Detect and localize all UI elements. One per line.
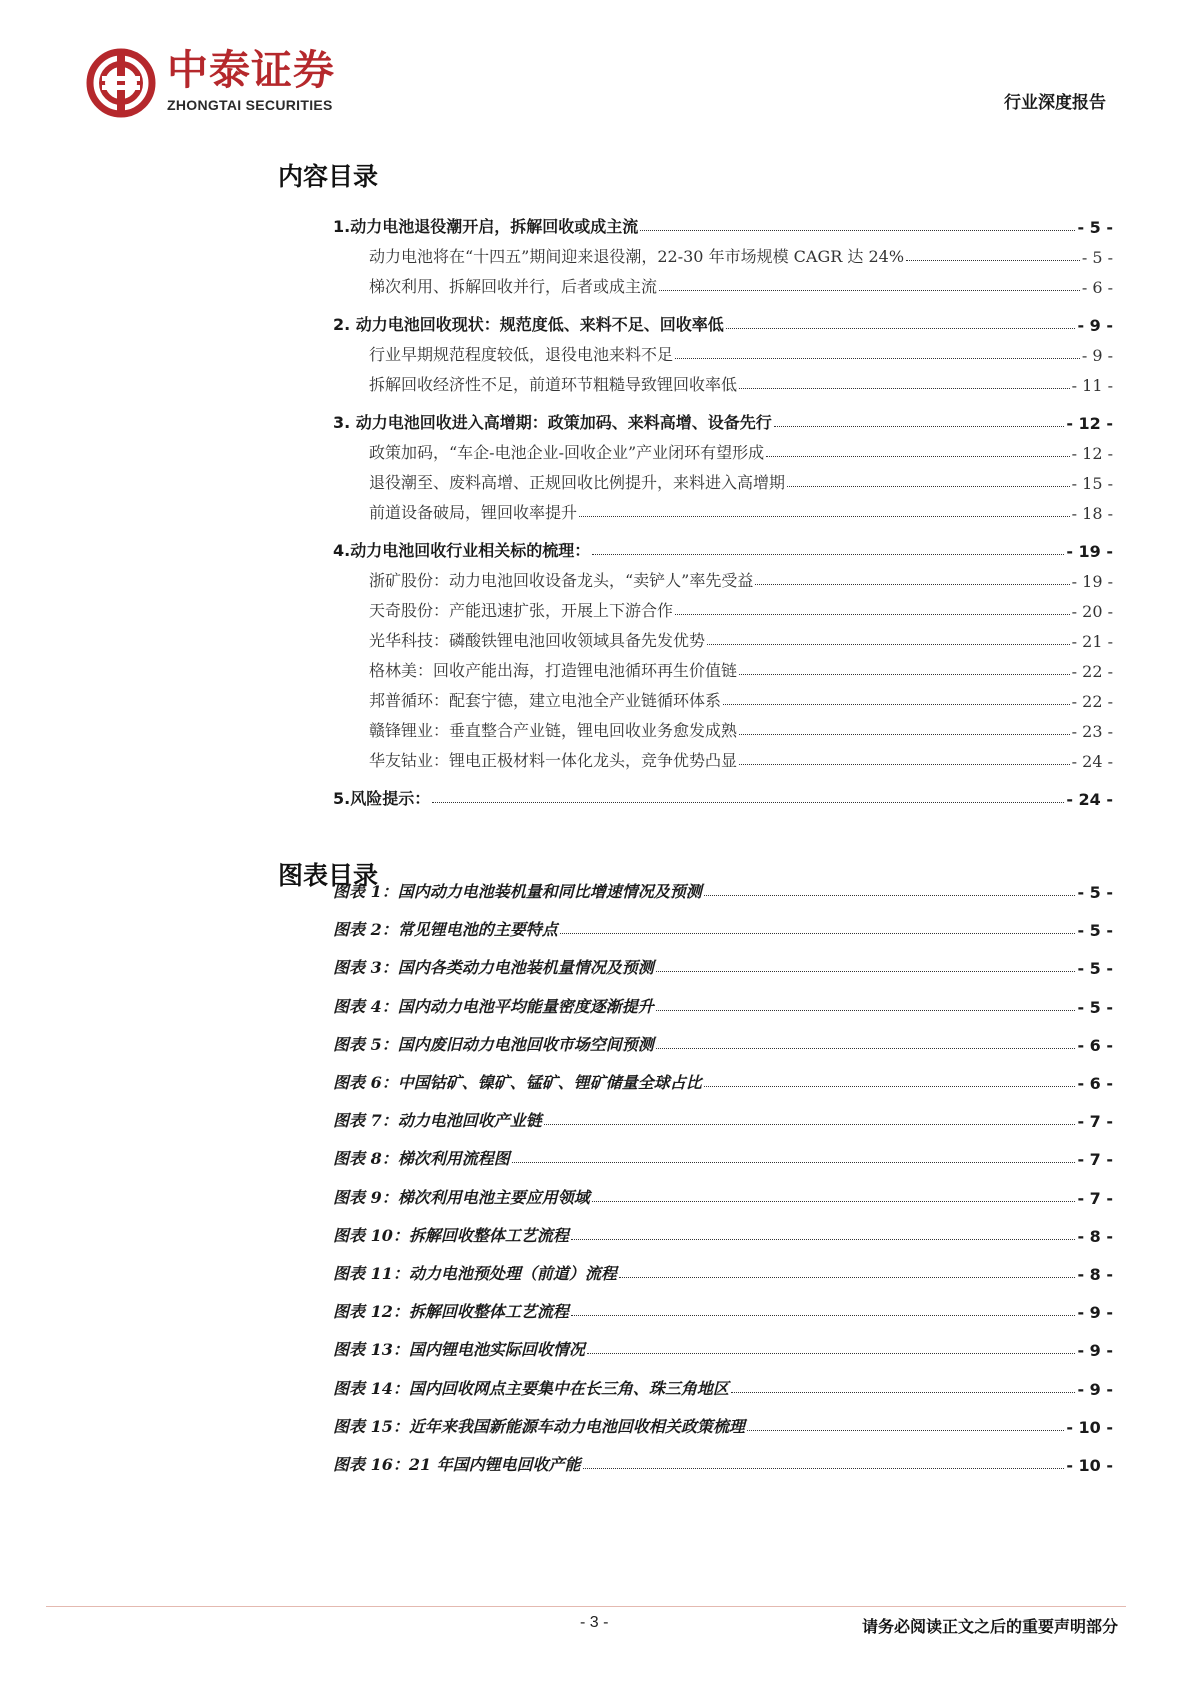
toc-dot-leader: [747, 1430, 1064, 1431]
toc-entry-page: - 6 -: [1077, 1035, 1113, 1055]
toc-entry[interactable]: [369, 565, 1113, 591]
toc-dot-leader: [432, 802, 1064, 803]
toc-entry[interactable]: [333, 876, 1113, 902]
toc-entry[interactable]: [333, 407, 1113, 433]
toc-entry-title: 图表 11：动力电池预处理（前道）流程: [333, 1264, 617, 1283]
toc-entry-page: - 5 -: [1077, 883, 1113, 902]
toc-dot-leader: [587, 1353, 1076, 1354]
toc-entry[interactable]: [333, 309, 1113, 335]
toc-dot-leader: [571, 1315, 1076, 1316]
toc-entry[interactable]: [333, 535, 1113, 561]
toc-dot-leader: [675, 358, 1080, 359]
toc-entry-title: 图表 14：国内回收网点主要集中在长三角、珠三角地区: [333, 1378, 729, 1398]
toc-entry[interactable]: [333, 1105, 1113, 1131]
toc-entry-page: - 7 -: [1077, 1188, 1113, 1208]
toc-entry[interactable]: [369, 369, 1113, 395]
toc-entry-title: 图表 3：国内各类动力电池装机量情况及预测: [333, 958, 654, 978]
toc-entry[interactable]: [333, 211, 1113, 237]
toc-entry-page: - 10 -: [1066, 1417, 1113, 1437]
toc-entry[interactable]: [333, 1143, 1113, 1169]
toc-entry-title: 华友钴业：锂电正极材料一体化龙头，竞争优势凸显: [369, 751, 738, 770]
toc-entry-page: - 9 -: [1077, 1341, 1113, 1361]
toc-entry-title: 图表 15：近年来我国新能源车动力电池回收相关政策梳理: [333, 1416, 745, 1436]
toc-entry-page: - 24 -: [1071, 752, 1113, 771]
toc-dot-leader: [560, 933, 1076, 934]
toc-entry[interactable]: [333, 1296, 1113, 1322]
toc-dot-leader: [512, 1162, 1076, 1163]
toc-entry[interactable]: [333, 1449, 1113, 1475]
toc-entry[interactable]: [333, 1220, 1113, 1246]
toc-entry-title: 5.风险提示：: [333, 789, 431, 808]
footer-divider: [46, 1606, 1126, 1607]
toc-dot-leader: [755, 584, 1069, 585]
page-header: [0, 0, 1190, 140]
toc-entry[interactable]: [369, 595, 1113, 621]
toc-entry-title: 行业早期规范程度较低，退役电池来料不足: [369, 345, 674, 364]
toc-entry-title: 图表 10：拆解回收整体工艺流程: [333, 1225, 569, 1245]
toc-entry-title: 赣锋锂业：垂直整合产业链，锂电回收业务愈发成熟: [369, 721, 738, 740]
toc-entry[interactable]: [369, 497, 1113, 523]
toc-entry-title: 图表 6：中国钴矿、镍矿、锰矿、锂矿储量全球占比: [333, 1073, 702, 1092]
toc-entry[interactable]: [333, 1373, 1113, 1399]
toc-entry-page: - 9 -: [1077, 1379, 1113, 1399]
toc-dot-leader: [592, 554, 1064, 555]
toc-entry-page: - 11 -: [1071, 376, 1113, 395]
toc-entry-page: - 19 -: [1071, 572, 1113, 591]
toc-entry-page: - 8 -: [1077, 1265, 1113, 1284]
toc-entry-page: - 5 -: [1077, 959, 1113, 979]
toc-entry-page: - 6 -: [1081, 278, 1113, 297]
toc-entry-page: - 5 -: [1077, 921, 1113, 941]
toc-entry[interactable]: [369, 241, 1113, 267]
toc-entry-title: 浙矿股份：动力电池回收设备龙头，“卖铲人”率先受益: [369, 571, 754, 590]
toc-entry-title: 图表 4：国内动力电池平均能量密度逐渐提升: [333, 996, 654, 1016]
toc-dot-leader: [707, 644, 1070, 645]
figures-title: 图表目录: [278, 861, 379, 890]
toc-entry-page: - 10 -: [1066, 1456, 1113, 1475]
toc-entry[interactable]: [333, 1411, 1113, 1437]
toc-entry-title: 光华科技：磷酸铁锂电池回收领域具备先发优势: [369, 631, 706, 650]
toc-dot-leader: [544, 1124, 1076, 1125]
toc-entry-title: 图表 1：国内动力电池装机量和同比增速情况及预测: [333, 882, 702, 901]
toc-entry-title: 图表 7：动力电池回收产业链: [333, 1111, 542, 1131]
toc-entry-page: - 9 -: [1077, 1303, 1113, 1323]
toc-entry-page: - 18 -: [1071, 504, 1113, 523]
toc-dot-leader: [739, 734, 1070, 735]
toc-dot-leader: [659, 290, 1080, 291]
toc-dot-leader: [656, 1048, 1076, 1049]
toc-dot-leader: [704, 1086, 1076, 1087]
toc-entry[interactable]: [369, 271, 1113, 297]
toc-dot-leader: [619, 1277, 1076, 1278]
toc-dot-leader: [726, 328, 1076, 329]
toc-entry-title: 3. 动力电池回收进入高增期：政策加码、来料高增、设备先行: [333, 413, 772, 432]
toc-entry-title: 前道设备破局，锂回收率提升: [369, 503, 578, 522]
toc-entry-title: 图表 5：国内废旧动力电池回收市场空间预测: [333, 1034, 654, 1054]
toc-entry-title: 梯次利用、拆解回收并行，后者或成主流: [369, 277, 658, 296]
toc-entry[interactable]: [369, 745, 1113, 771]
toc-dot-leader: [723, 704, 1070, 705]
toc-entry[interactable]: [369, 655, 1113, 681]
toc-entry[interactable]: [333, 1029, 1113, 1055]
toc-entry-title: 图表 16：21 年国内锂电回收产能: [333, 1455, 581, 1474]
toc-entry[interactable]: [333, 991, 1113, 1017]
toc-dot-leader: [640, 230, 1075, 231]
toc-entry-page: - 9 -: [1077, 316, 1113, 335]
toc-entry-page: - 22 -: [1071, 692, 1113, 711]
toc-entry-page: - 6 -: [1077, 1074, 1113, 1093]
toc-entry-page: - 12 -: [1066, 414, 1113, 433]
toc-entry[interactable]: [333, 1258, 1113, 1284]
toc-entry-page: - 5 -: [1077, 997, 1113, 1017]
toc-dot-leader: [766, 456, 1069, 457]
toc-entry[interactable]: [333, 1067, 1113, 1093]
toc-entry-page: - 5 -: [1077, 218, 1113, 237]
brand-name-en: ZHONGTAI SECURITIES: [167, 97, 333, 113]
toc-entry-page: - 9 -: [1081, 346, 1113, 365]
toc-entry-page: - 5 -: [1081, 248, 1113, 267]
toc-entry-page: - 15 -: [1071, 474, 1113, 493]
toc-entry-title: 图表 9：梯次利用电池主要应用领域: [333, 1187, 590, 1207]
toc-entry-page: - 24 -: [1066, 790, 1113, 809]
toc-entry-title: 动力电池将在“十四五”期间迎来退役潮，22-30 年市场规模 CAGR 达 24%: [369, 247, 905, 266]
toc-dot-leader: [675, 614, 1070, 615]
toc-entry[interactable]: [333, 783, 1113, 809]
toc-entry-title: 政策加码，“车企-电池企业-回收企业”产业闭环有望形成: [369, 443, 765, 462]
toc-entry-title: 1.动力电池退役潮开启，拆解回收或成主流: [333, 217, 639, 236]
toc-dot-leader: [592, 1201, 1076, 1202]
report-type-label: 行业深度报告: [1004, 93, 1106, 113]
toc-entry-title: 图表 12：拆解回收整体工艺流程: [333, 1302, 569, 1322]
toc-entry-title: 邦普循环：配套宁德，建立电池全产业链循环体系: [369, 691, 722, 710]
toc-dot-leader: [704, 895, 1076, 896]
toc-dot-leader: [656, 971, 1076, 972]
toc-dot-leader: [906, 260, 1080, 261]
toc-entry-page: - 7 -: [1077, 1112, 1113, 1132]
toc-dot-leader: [731, 1392, 1076, 1393]
toc-entry-page: - 8 -: [1077, 1226, 1113, 1246]
toc-dot-leader: [739, 764, 1070, 765]
toc-entry-page: - 12 -: [1071, 444, 1113, 463]
toc-dot-leader: [583, 1468, 1065, 1469]
contents-title: 内容目录: [278, 162, 379, 191]
toc-entry[interactable]: [333, 1334, 1113, 1360]
toc-entry[interactable]: [333, 952, 1113, 978]
brand-name-cn: 中泰证券: [167, 46, 335, 94]
toc-dot-leader: [579, 516, 1070, 517]
toc-entry-page: - 7 -: [1077, 1150, 1113, 1170]
toc-entry[interactable]: [369, 625, 1113, 651]
toc-entry[interactable]: [333, 914, 1113, 940]
toc-dot-leader: [787, 486, 1070, 487]
toc-entry[interactable]: [369, 437, 1113, 463]
toc-entry-page: - 22 -: [1071, 662, 1113, 681]
footer-disclaimer: 请务必阅读正文之后的重要声明部分: [861, 1617, 1118, 1636]
toc-dot-leader: [739, 388, 1070, 389]
toc-entry-title: 2. 动力电池回收现状：规范度低、来料不足、回收率低: [333, 315, 724, 334]
toc-dot-leader: [739, 674, 1070, 675]
toc-entry-title: 退役潮至、废料高增、正规回收比例提升，来料进入高增期: [369, 473, 786, 492]
toc-entry-title: 拆解回收经济性不足，前道环节粗糙导致锂回收率低: [369, 375, 738, 394]
toc-entry[interactable]: [369, 685, 1113, 711]
toc-entry[interactable]: [369, 715, 1113, 741]
zhongtai-logo-icon: [86, 48, 156, 118]
toc-entry-title: 格林美：回收产能出海，打造锂电池循环再生价值链: [369, 661, 738, 680]
toc-entry[interactable]: [369, 339, 1113, 365]
toc-dot-leader: [656, 1010, 1076, 1011]
toc-entry[interactable]: [333, 1182, 1113, 1208]
toc-entry-page: - 20 -: [1071, 602, 1113, 621]
toc-entry-page: - 19 -: [1066, 542, 1113, 561]
toc-entry-page: - 23 -: [1071, 722, 1113, 741]
toc-entry-title: 图表 8：梯次利用流程图: [333, 1149, 510, 1169]
toc-entry-title: 图表 13：国内锂电池实际回收情况: [333, 1340, 585, 1360]
toc-entry-title: 天奇股份：产能迅速扩张，开展上下游合作: [369, 601, 674, 620]
toc-entry-page: - 21 -: [1071, 632, 1113, 651]
toc-entry-title: 4.动力电池回收行业相关标的梳理：: [333, 541, 591, 560]
toc-entry[interactable]: [369, 467, 1113, 493]
page-number: - 3 -: [580, 1614, 609, 1631]
toc-entry-title: 图表 2：常见锂电池的主要特点: [333, 920, 558, 940]
toc-dot-leader: [774, 426, 1065, 427]
toc-dot-leader: [571, 1239, 1076, 1240]
